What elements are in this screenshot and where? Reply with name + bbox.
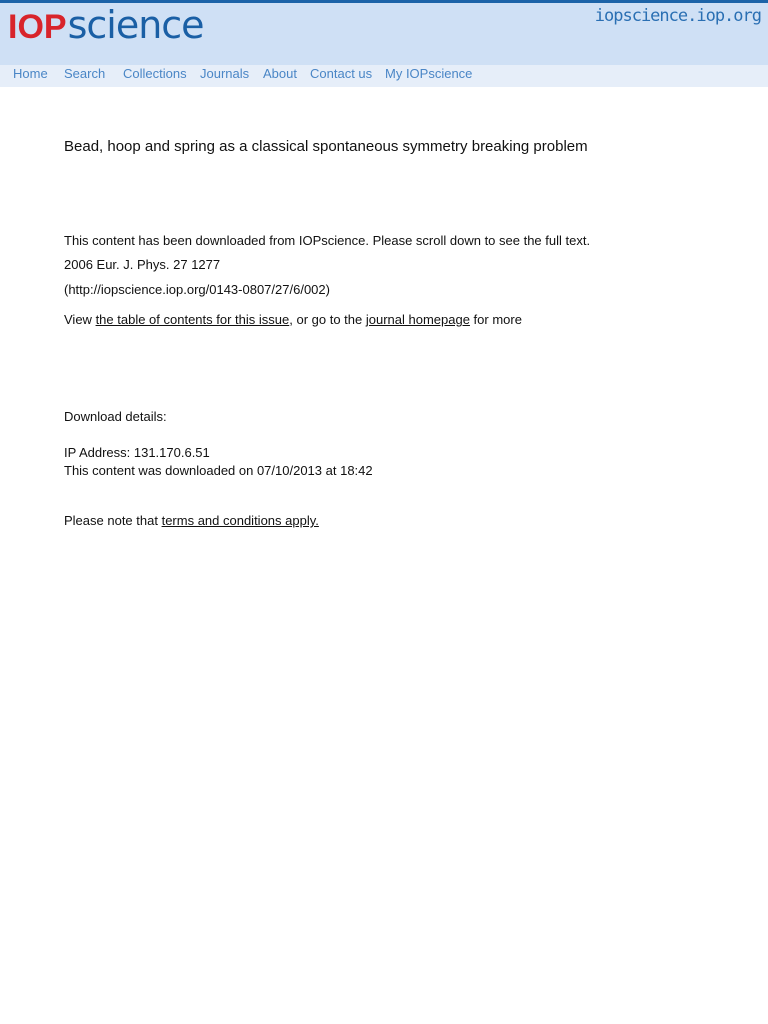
download-details-heading: Download details:: [64, 409, 167, 424]
nav-item-contact-us[interactable]: Contact us: [310, 66, 373, 81]
logo-iop-text: IOP: [8, 8, 67, 46]
main-nav: [0, 65, 768, 87]
view-prefix: View: [64, 312, 96, 327]
journal-homepage-link[interactable]: journal homepage: [365, 312, 470, 327]
article-title: Bead, hoop and spring as a classical spontaneous symmetry breaking problem: [64, 138, 588, 155]
article-doi-url: (http://iopscience.iop.org/0143-0807/27/6/002): [64, 282, 330, 297]
ip-address: IP Address: 131.170.6.51: [64, 445, 210, 460]
nav-item-home[interactable]: Home: [13, 66, 48, 81]
nav-item-journals[interactable]: Journals: [200, 66, 250, 81]
downloaded-on: This content was downloaded on 07/10/2013 at 18:42: [64, 463, 373, 478]
view-suffix: for more: [469, 312, 522, 327]
toc-link[interactable]: the table of contents for this issue: [95, 312, 290, 327]
nav-item-my-iopscience[interactable]: My IOPscience: [385, 66, 473, 81]
terms-line: [64, 513, 319, 528]
site-url-link[interactable]: iopscience.iop.org: [594, 6, 761, 26]
terms-prefix: Please note that: [64, 513, 162, 528]
nav-item-collections[interactable]: Collections: [123, 66, 187, 81]
terms-link[interactable]: terms and conditions apply.: [161, 513, 319, 528]
article-citation: 2006 Eur. J. Phys. 27 1277: [64, 257, 221, 272]
logo-science-text: science: [67, 3, 204, 47]
view-links-line: [64, 312, 522, 327]
view-middle: , or go to the: [289, 312, 366, 327]
site-header: [0, 3, 768, 65]
nav-item-search[interactable]: Search: [64, 66, 106, 81]
nav-item-about[interactable]: About: [263, 66, 297, 81]
download-notice: This content has been downloaded from IOPscience. Please scroll down to see the full text.: [64, 233, 591, 248]
iopscience-logo[interactable]: [8, 5, 204, 45]
